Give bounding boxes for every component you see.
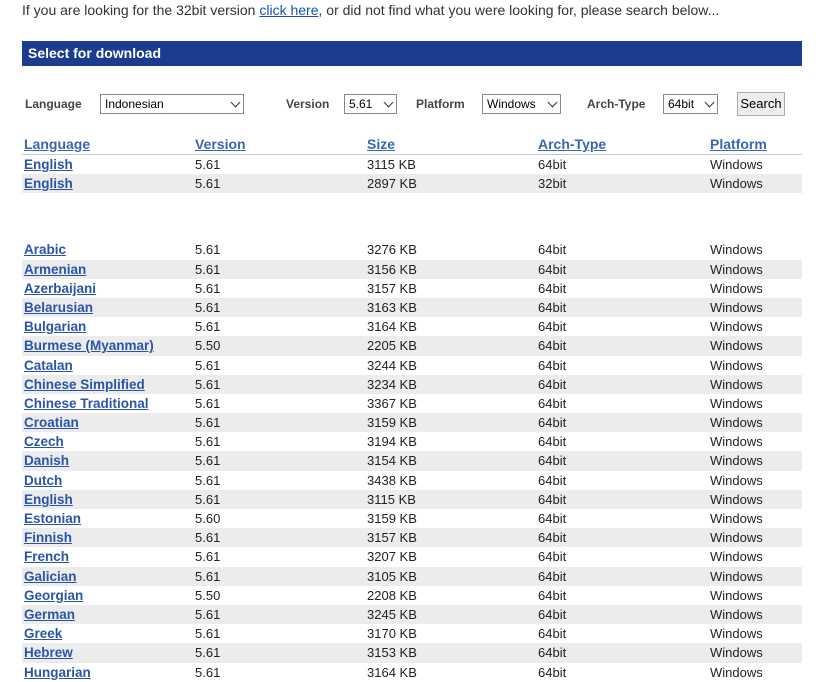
- table-row: [22, 174, 802, 193]
- platform-cell: Windows: [710, 357, 763, 373]
- platform-label: Platform: [416, 97, 465, 111]
- version-cell: 5.61: [195, 376, 221, 392]
- table-row: [22, 279, 802, 298]
- platform-cell: Windows: [710, 415, 763, 431]
- arch-type-cell: 64bit: [538, 338, 567, 354]
- arch-type-cell: 64bit: [538, 664, 567, 680]
- language-link[interactable]: Azerbaijani: [24, 280, 97, 296]
- version-cell: 5.61: [195, 549, 221, 565]
- column-header-size[interactable]: Size: [367, 136, 396, 152]
- language-select-value: Indonesian: [105, 97, 164, 111]
- size-cell: 3438 KB: [367, 472, 417, 488]
- language-link[interactable]: Estonian: [24, 511, 82, 526]
- version-cell: 5.61: [195, 568, 221, 584]
- language-link[interactable]: Chinese Traditional: [24, 395, 149, 411]
- language-link[interactable]: English: [24, 176, 73, 192]
- size-cell: 3164 KB: [367, 664, 417, 680]
- version-cell: 5.61: [195, 645, 221, 661]
- version-cell: 5.61: [195, 242, 221, 258]
- language-link[interactable]: Chinese Simplified: [24, 376, 145, 392]
- size-cell: 3207 KB: [367, 549, 417, 565]
- size-cell: 3154 KB: [367, 453, 417, 469]
- size-cell: 3163 KB: [367, 299, 417, 315]
- version-cell: 5.61: [195, 357, 221, 373]
- arch-type-cell: 64bit: [538, 434, 567, 450]
- version-cell: 5.61: [195, 606, 221, 622]
- table-row: [22, 605, 802, 624]
- column-header-arch-type[interactable]: Arch-Type: [538, 136, 607, 152]
- table-row: [22, 451, 802, 470]
- table-row: [22, 155, 802, 174]
- platform-cell: Windows: [710, 376, 763, 392]
- platform-cell: Windows: [710, 176, 763, 192]
- language-link[interactable]: Finnish: [24, 530, 72, 546]
- table-row: [22, 624, 802, 643]
- size-cell: 3157 KB: [367, 280, 417, 296]
- version-cell: 5.61: [195, 157, 221, 172]
- table-row: [22, 413, 802, 432]
- version-select-value: 5.61: [349, 97, 373, 111]
- arch-type-cell: 64bit: [538, 491, 567, 507]
- size-cell: 3156 KB: [367, 261, 417, 277]
- arch-type-cell: 64bit: [538, 453, 567, 469]
- language-link[interactable]: Burmese (Myanmar): [24, 338, 154, 354]
- table-row: [22, 528, 802, 547]
- intro-text: [22, 2, 719, 18]
- arch-type-label: Arch-Type: [587, 97, 646, 111]
- platform-select[interactable]: [482, 94, 561, 114]
- table-row: [22, 394, 802, 413]
- version-cell: 5.61: [195, 491, 221, 507]
- language-link[interactable]: Hebrew: [24, 645, 73, 661]
- platform-cell: Windows: [710, 511, 763, 526]
- platform-cell: Windows: [710, 645, 763, 661]
- column-header-version[interactable]: Version: [195, 136, 246, 152]
- size-cell: 3153 KB: [367, 645, 417, 661]
- platform-cell: Windows: [710, 338, 763, 354]
- arch-type-cell: 64bit: [538, 530, 567, 546]
- version-cell: 5.50: [195, 587, 221, 603]
- table-row: [22, 490, 802, 509]
- language-label: Language: [25, 97, 82, 111]
- size-cell: 2208 KB: [367, 587, 417, 603]
- version-select[interactable]: [344, 94, 397, 114]
- arch-type-cell: 64bit: [538, 157, 567, 172]
- language-select[interactable]: [100, 94, 244, 114]
- size-cell: 3115 KB: [367, 491, 416, 507]
- language-link[interactable]: English: [24, 491, 73, 507]
- version-cell: 5.61: [195, 472, 221, 488]
- arch-type-select[interactable]: [663, 94, 718, 114]
- language-link[interactable]: Galician: [24, 568, 77, 584]
- language-link[interactable]: German: [24, 606, 76, 622]
- intro-before: If you are looking for the 32bit version: [22, 2, 260, 18]
- intro-after: , or did not find what you were looking for, please search below...: [318, 2, 720, 18]
- size-cell: 3159 KB: [367, 511, 417, 526]
- arch-type-cell: 64bit: [538, 376, 567, 392]
- platform-cell: Windows: [710, 568, 763, 584]
- arch-type-cell: 64bit: [538, 415, 567, 431]
- version-cell: 5.61: [195, 176, 221, 192]
- arch-type-cell: 64bit: [538, 626, 567, 642]
- arch-type-cell: 64bit: [538, 549, 567, 565]
- platform-cell: Windows: [710, 606, 763, 622]
- language-link[interactable]: English: [24, 157, 73, 172]
- table-row: [22, 356, 802, 375]
- size-cell: 3157 KB: [367, 530, 417, 546]
- language-rows: [22, 240, 802, 681]
- chevron-down-icon: [548, 98, 558, 108]
- size-cell: 2897 KB: [367, 176, 417, 192]
- table-row: [22, 547, 802, 566]
- version-cell: 5.50: [195, 338, 221, 354]
- language-link[interactable]: Hungarian: [24, 664, 91, 680]
- language-link[interactable]: Greek: [24, 626, 63, 642]
- size-cell: 3276 KB: [367, 242, 417, 258]
- platform-cell: Windows: [710, 530, 763, 546]
- size-cell: 3244 KB: [367, 357, 417, 373]
- version-cell: 5.61: [195, 395, 221, 411]
- language-link[interactable]: Dutch: [24, 472, 63, 488]
- platform-cell: Windows: [710, 280, 763, 296]
- table-row: [22, 260, 802, 279]
- table-row: [22, 586, 802, 605]
- version-cell: 5.61: [195, 261, 221, 277]
- arch-type-cell: 64bit: [538, 242, 567, 258]
- arch-type-cell: 64bit: [538, 645, 567, 661]
- size-cell: 3105 KB: [367, 568, 417, 584]
- platform-cell: Windows: [710, 299, 763, 315]
- table-row: [22, 298, 802, 317]
- size-cell: 3159 KB: [367, 415, 417, 431]
- language-link[interactable]: French: [24, 549, 70, 565]
- version-cell: 5.61: [195, 664, 221, 680]
- table-row: [22, 432, 802, 451]
- language-link[interactable]: Danish: [24, 453, 70, 469]
- version-label: Version: [286, 97, 330, 111]
- table-row: [22, 509, 802, 528]
- platform-cell: Windows: [710, 549, 763, 565]
- arch-type-cell: 64bit: [538, 357, 567, 373]
- panel-header: Select for download: [22, 41, 802, 66]
- language-link[interactable]: Czech: [24, 434, 64, 450]
- language-link[interactable]: Arabic: [24, 242, 67, 258]
- table-row: [22, 643, 802, 662]
- platform-cell: Windows: [710, 395, 763, 411]
- arch-type-cell: 64bit: [538, 319, 567, 335]
- table-header: [22, 134, 802, 155]
- chevron-down-icon: [231, 98, 241, 108]
- platform-cell: Windows: [710, 242, 763, 258]
- platform-cell: Windows: [710, 434, 763, 450]
- table-row: [22, 567, 802, 586]
- platform-cell: Windows: [710, 472, 763, 488]
- search-button[interactable]: Search: [737, 92, 785, 116]
- size-cell: 3194 KB: [367, 434, 417, 450]
- table-row: [22, 375, 802, 394]
- featured-rows: [22, 155, 802, 193]
- table-row: [22, 240, 802, 259]
- arch-type-select-value: 64bit: [668, 97, 695, 111]
- table-row: [22, 471, 802, 490]
- version-cell: 5.61: [195, 626, 221, 642]
- platform-cell: Windows: [710, 491, 763, 507]
- size-cell: 3164 KB: [367, 319, 417, 335]
- language-link[interactable]: Croatian: [24, 415, 79, 431]
- arch-type-cell: 64bit: [538, 606, 567, 622]
- chevron-down-icon: [705, 98, 715, 108]
- arch-type-cell: 64bit: [538, 280, 567, 296]
- size-cell: 2205 KB: [367, 338, 417, 354]
- version-cell: 5.61: [195, 299, 221, 315]
- size-cell: 3115 KB: [367, 157, 416, 172]
- arch-type-cell: 32bit: [538, 176, 567, 192]
- arch-type-cell: 64bit: [538, 299, 567, 315]
- column-header-language[interactable]: Language: [24, 136, 91, 152]
- version-cell: 5.61: [195, 434, 221, 450]
- platform-cell: Windows: [710, 587, 763, 603]
- version-cell: 5.61: [195, 415, 221, 431]
- column-header-platform[interactable]: Platform: [710, 136, 767, 152]
- size-cell: 3245 KB: [367, 606, 417, 622]
- version-cell: 5.61: [195, 530, 221, 546]
- version-cell: 5.61: [195, 280, 221, 296]
- chevron-down-icon: [384, 98, 394, 108]
- arch-type-cell: 64bit: [538, 511, 567, 526]
- size-cell: 3170 KB: [367, 626, 417, 642]
- version-cell: 5.61: [195, 319, 221, 335]
- table-row: [22, 663, 802, 682]
- table-spacer: [22, 193, 802, 240]
- arch-type-cell: 64bit: [538, 261, 567, 277]
- language-link[interactable]: Bulgarian: [24, 319, 87, 335]
- platform-cell: Windows: [710, 157, 763, 172]
- version-cell: 5.61: [195, 453, 221, 469]
- 32bit-link[interactable]: click here: [259, 2, 319, 18]
- arch-type-cell: 64bit: [538, 472, 567, 488]
- platform-cell: Windows: [710, 319, 763, 335]
- platform-select-value: Windows: [487, 97, 536, 111]
- language-link[interactable]: Belarusian: [24, 299, 94, 315]
- table-row: [22, 336, 802, 355]
- language-link[interactable]: Georgian: [24, 587, 84, 603]
- table-row: [22, 317, 802, 336]
- platform-cell: Windows: [710, 626, 763, 642]
- platform-cell: Windows: [710, 261, 763, 277]
- arch-type-cell: 64bit: [538, 568, 567, 584]
- platform-cell: Windows: [710, 664, 763, 680]
- language-link[interactable]: Catalan: [24, 357, 73, 373]
- size-cell: 3234 KB: [367, 376, 417, 392]
- size-cell: 3367 KB: [367, 395, 417, 411]
- arch-type-cell: 64bit: [538, 395, 567, 411]
- downloads-table: [22, 134, 802, 682]
- language-link[interactable]: Armenian: [24, 261, 87, 277]
- arch-type-cell: 64bit: [538, 587, 567, 603]
- version-cell: 5.60: [195, 511, 221, 526]
- platform-cell: Windows: [710, 453, 763, 469]
